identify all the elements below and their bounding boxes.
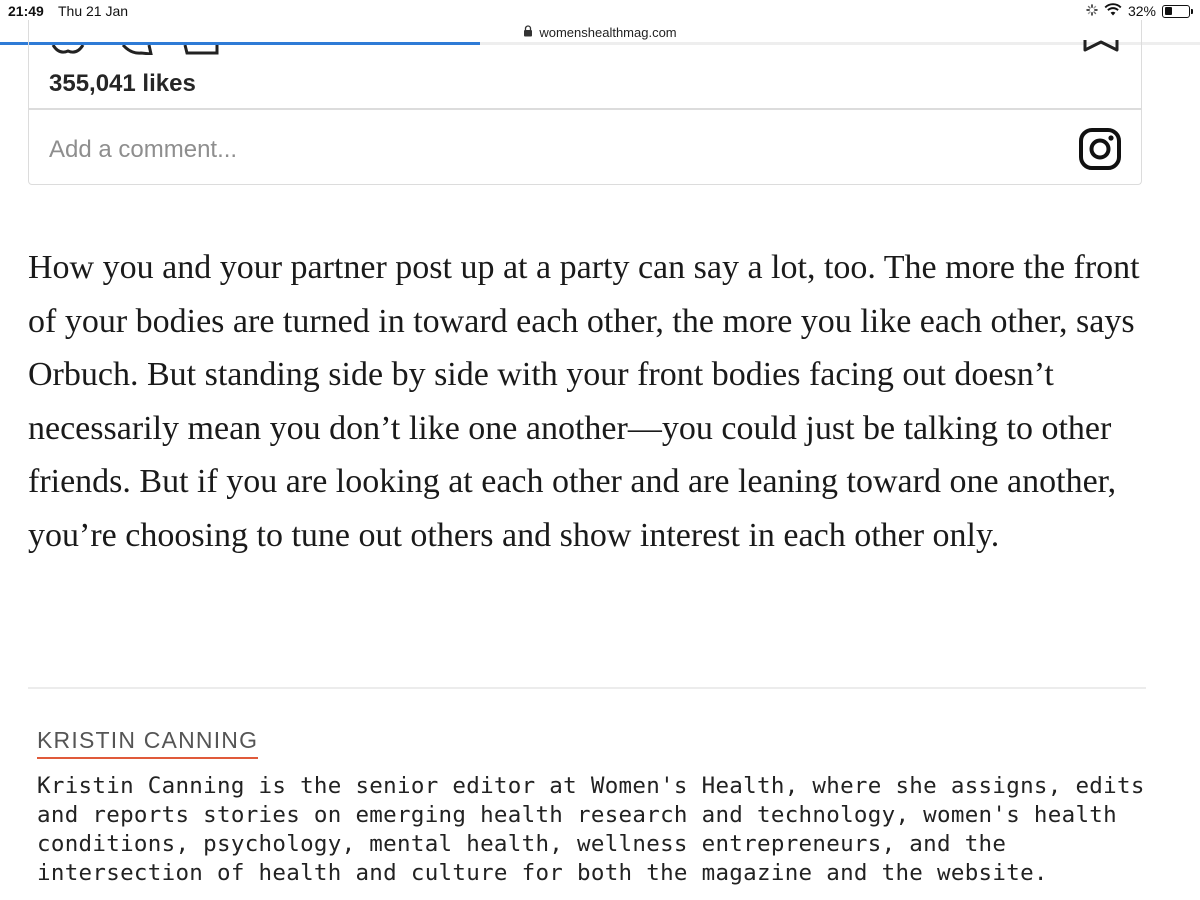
- likes-count[interactable]: 355,041 likes: [49, 70, 196, 97]
- date: Thu 21 Jan: [58, 3, 129, 19]
- article-paragraph: How you and your partner post up at a party can say a lot, too. The more the front of your bodies are turned in toward each other, the more you like each other, says Orbuch. But standing side by side with your front bodies facing out doesn’t necessarily mean you don’t like one another—you could just be talking to other friends. But if you are looking at each other and are leaning toward one another, you’re choosing to tune out others and show interest in each other only.: [28, 249, 1140, 554]
- instagram-embed: [28, 20, 1142, 185]
- bookmark-icon[interactable]: [1083, 40, 1119, 59]
- embed-divider: [29, 108, 1141, 110]
- url-text: womenshealthmag.com: [539, 24, 677, 40]
- author-bio: Kristin Canning is the senior editor at Women's Health, where she assigns, edits and reports stories on emerging health research and technology, women's health conditions, psychology, mental health, wellness entrepreneurs, and the intersection of health and culture for both the magazine and the website.: [37, 773, 1145, 886]
- heart-icon[interactable]: [51, 42, 85, 60]
- activity-spinner-icon: [1086, 3, 1098, 19]
- section-divider: [28, 687, 1146, 689]
- instagram-icon[interactable]: [1079, 128, 1121, 170]
- battery-level: [1165, 7, 1172, 15]
- wifi-icon: [1104, 3, 1122, 19]
- author-name[interactable]: KRISTIN CANNING: [37, 727, 258, 759]
- share-icon[interactable]: [183, 42, 219, 60]
- clock: 21:49: [8, 3, 44, 19]
- comment-input[interactable]: [49, 136, 749, 164]
- battery-percent: 32%: [1127, 3, 1156, 19]
- status-icons: [1086, 2, 1190, 20]
- status-bar: [0, 0, 1200, 22]
- comment-icon[interactable]: [121, 42, 155, 60]
- battery-icon: [1162, 5, 1190, 18]
